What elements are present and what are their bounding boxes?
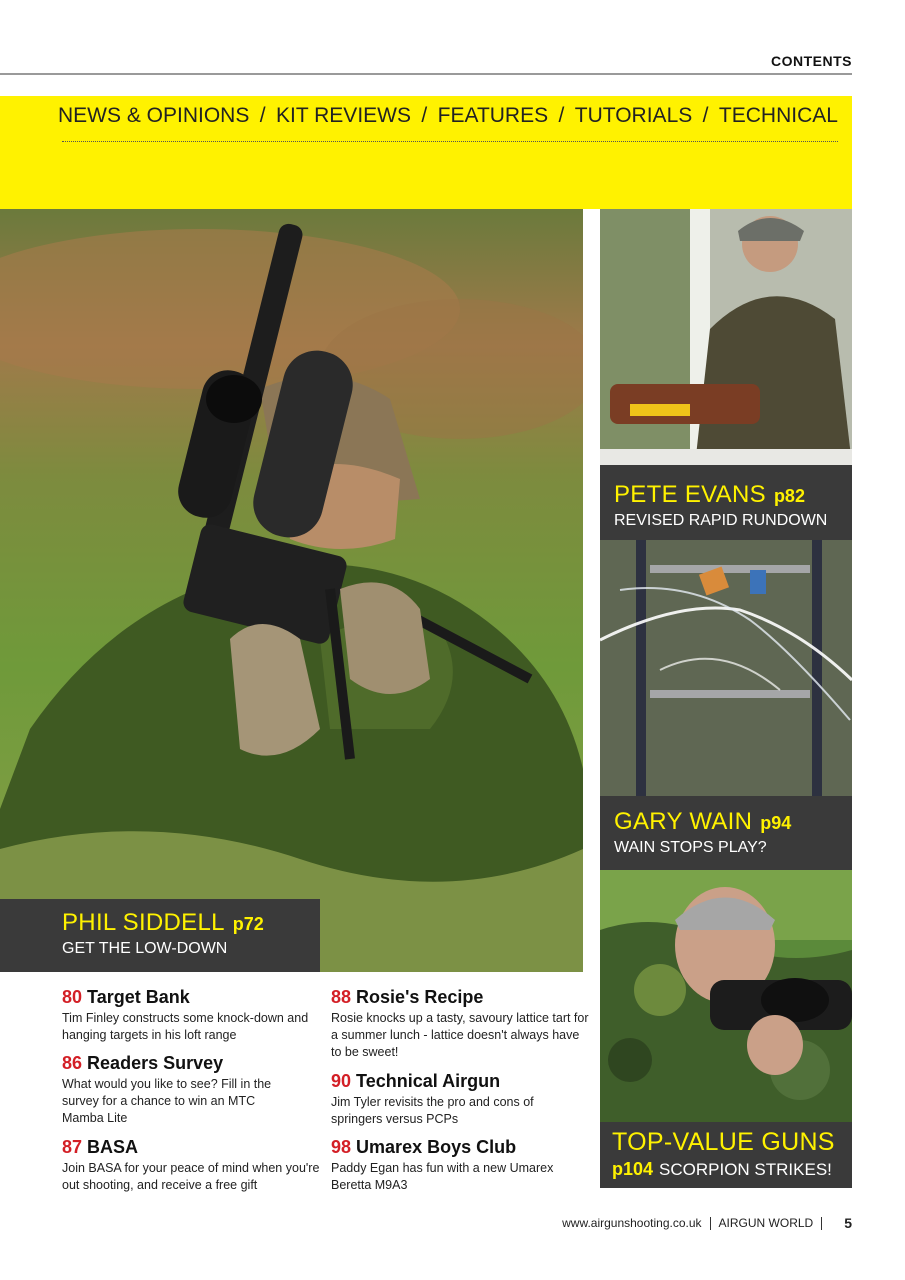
nav-separator: / (558, 104, 565, 127)
caption-name: GARY WAIN (614, 808, 753, 835)
caption-name: PHIL SIDDELL (62, 909, 225, 936)
pete-evans-photo[interactable] (600, 209, 852, 465)
page-footer (562, 1215, 852, 1231)
footer-divider (821, 1217, 822, 1230)
entry-description: Join BASA for your peace of mind when you're out shooting, and receive a free gift (62, 1161, 320, 1192)
camo-shooter-photo[interactable] (600, 870, 852, 1122)
entry-description: What would you like to see? Fill in the survey for a chance to win an MTC Mamba Lite (62, 1077, 272, 1125)
entry-rosies-recipe[interactable] (331, 987, 589, 1061)
nav-item-technical[interactable]: TECHNICAL (718, 104, 838, 127)
footer-url[interactable]: www.airgunshooting.co.uk (562, 1216, 702, 1230)
caption-subtitle: WAIN STOPS PLAY? (614, 839, 767, 856)
caption-phil-siddell[interactable] (0, 899, 320, 972)
entry-title: Target Bank (87, 987, 190, 1007)
caption-page: p104 (612, 1159, 654, 1179)
nav-dotted-rule (62, 141, 838, 142)
entry-page-number: 88 (331, 987, 352, 1007)
caption-subtitle: GET THE LOW-DOWN (62, 940, 228, 957)
nav-item-tutorials[interactable]: TUTORIALS (574, 104, 693, 127)
caption-subtitle: REVISED RAPID RUNDOWN (614, 512, 828, 529)
nav-item-news[interactable]: NEWS & OPINIONS (58, 104, 250, 127)
header-rule (0, 73, 852, 75)
entry-page-number: 87 (62, 1137, 83, 1157)
water-spray-photo[interactable] (600, 540, 852, 796)
entry-page-number: 86 (62, 1053, 83, 1073)
entry-page-number: 80 (62, 987, 83, 1007)
footer-magazine: AIRGUN WORLD (718, 1216, 814, 1230)
entry-page-number: 98 (331, 1137, 352, 1157)
entry-target-bank[interactable] (62, 987, 322, 1044)
entry-readers-survey[interactable] (62, 1053, 322, 1127)
entry-title: Rosie's Recipe (356, 987, 484, 1007)
nav-item-features[interactable]: FEATURES (437, 104, 549, 127)
caption-subtitle: SCORPION STRIKES! (659, 1160, 832, 1179)
entry-title: Readers Survey (87, 1053, 224, 1073)
entry-page-number: 90 (331, 1071, 352, 1091)
category-nav (58, 104, 838, 128)
section-label: CONTENTS (771, 53, 852, 69)
nav-separator: / (702, 104, 709, 127)
entry-title: BASA (87, 1137, 139, 1157)
footer-divider (710, 1217, 711, 1230)
entry-description: Tim Finley constructs some knock-down and hanging targets in his loft range (62, 1011, 309, 1042)
caption-page: p72 (232, 914, 264, 934)
caption-pete-evans[interactable] (600, 465, 852, 540)
entry-title: Umarex Boys Club (356, 1137, 517, 1157)
caption-top-value-guns[interactable] (600, 1122, 852, 1188)
nav-item-kit-reviews[interactable]: KIT REVIEWS (276, 104, 411, 127)
caption-gary-wain[interactable] (600, 796, 852, 870)
entry-description: Paddy Egan has fun with a new Umarex Beretta M9A3 (331, 1161, 554, 1192)
caption-name: PETE EVANS (614, 481, 766, 508)
entry-description: Jim Tyler revisits the pro and cons of springers versus PCPs (331, 1095, 534, 1126)
main-feature-photo[interactable] (0, 209, 583, 972)
nav-separator: / (259, 104, 266, 127)
caption-page: p94 (760, 813, 792, 833)
entry-umarex-boys-club[interactable] (331, 1137, 571, 1194)
entry-title: Technical Airgun (356, 1071, 501, 1091)
entry-technical-airgun[interactable] (331, 1071, 571, 1128)
nav-separator: / (421, 104, 428, 127)
entry-description: Rosie knocks up a tasty, savoury lattice tart for a summer lunch - lattice doesn't always have to be sweet! (331, 1011, 589, 1059)
page-number: 5 (844, 1215, 852, 1231)
caption-name: TOP-VALUE GUNS (612, 1128, 835, 1156)
caption-page: p82 (773, 486, 805, 506)
entry-basa[interactable] (62, 1137, 322, 1194)
